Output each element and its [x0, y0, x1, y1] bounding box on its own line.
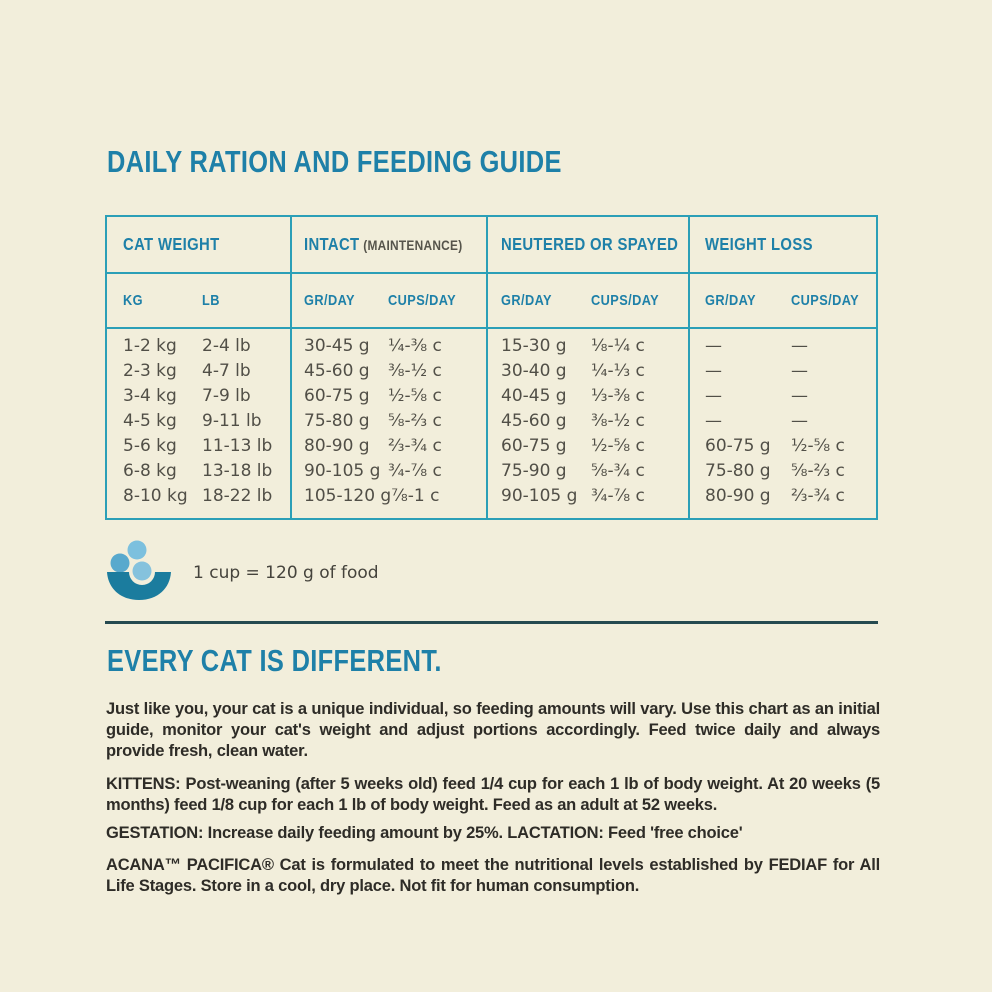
cell-lb: 7-9 lb: [202, 386, 251, 406]
cell-cups: ⅞-1 c: [391, 486, 440, 506]
intro-paragraph: Just like you, your cat is a unique individual, so feeding amounts will vary. Use this chart as an initial guide, monitor your cat's weight and adjust portions accordingly. Feed twice daily and always provide fresh, clean water.: [106, 699, 880, 760]
table-row: [123, 359, 290, 384]
table-row: [123, 409, 290, 434]
table-row: [705, 434, 876, 459]
section-divider: [105, 621, 878, 624]
cell-grams: 60-75 g: [304, 386, 370, 406]
cell-grams: 105-120 g: [304, 486, 392, 506]
column-header: [488, 217, 688, 274]
column-subheader: [107, 274, 290, 329]
table-row: [304, 459, 486, 484]
subheader-gr-day: GR/DAY: [705, 292, 756, 309]
column-title: INTACT: [304, 234, 360, 254]
column-body: [292, 329, 486, 509]
table-row: [501, 434, 688, 459]
cell-grams: 30-40 g: [501, 361, 567, 381]
kittens-paragraph: KITTENS: Post-weaning (after 5 weeks old) feed 1/4 cup for each 1 lb of body weight. At 20 weeks (5 months) feed 1/8 cup for each 1 lb of body weight. Feed as an adult at 52 weeks.: [106, 774, 880, 814]
table-row: [501, 384, 688, 409]
cell-grams: 45-60 g: [501, 411, 567, 431]
food-bowl-icon: [106, 540, 172, 604]
column-header: [107, 217, 290, 274]
cell-cups: —: [791, 336, 808, 356]
column-title: NEUTERED OR SPAYED: [501, 234, 679, 254]
cell-cups: ¾-⅞ c: [388, 461, 442, 481]
feeding-table: [105, 215, 878, 520]
table-row: [501, 334, 688, 359]
column-header: [292, 217, 486, 274]
table-row: [304, 384, 486, 409]
cell-grams: 40-45 g: [501, 386, 567, 406]
table-row: [123, 334, 290, 359]
cell-cups: —: [791, 411, 808, 431]
cell-cups: ⅝-⅔ c: [388, 411, 442, 431]
column-subheader: [488, 274, 688, 329]
table-row: [123, 384, 290, 409]
cell-kg: 1-2 kg: [123, 336, 177, 356]
cell-grams: 45-60 g: [304, 361, 370, 381]
cell-cups: ½-⅝ c: [791, 436, 845, 456]
cup-equivalence-note: 1 cup = 120 g of food: [193, 563, 379, 583]
table-row: [705, 409, 876, 434]
column-title-suffix: (MAINTENANCE): [363, 237, 463, 253]
table-row: [705, 384, 876, 409]
cell-kg: 8-10 kg: [123, 486, 188, 506]
subheader-gr-day: GR/DAY: [304, 292, 355, 309]
cell-grams: 75-90 g: [501, 461, 567, 481]
table-row: [705, 334, 876, 359]
cell-cups: ¼-⅓ c: [591, 361, 645, 381]
column-title: WEIGHT LOSS: [705, 234, 813, 254]
table-column-cat-weight: [107, 217, 290, 518]
cell-lb: 18-22 lb: [202, 486, 273, 506]
cell-grams: —: [705, 336, 722, 356]
cell-grams: 75-80 g: [705, 461, 771, 481]
column-body: [107, 329, 290, 509]
subheader-lb: LB: [202, 292, 220, 309]
table-row: [304, 334, 486, 359]
cell-cups: ½-⅝ c: [388, 386, 442, 406]
cell-lb: 2-4 lb: [202, 336, 251, 356]
cell-grams: —: [705, 411, 722, 431]
cell-cups: ⅜-½ c: [591, 411, 645, 431]
table-row: [123, 484, 290, 509]
table-row: [501, 459, 688, 484]
table-row: [123, 459, 290, 484]
table-column-weight-loss: [688, 217, 876, 518]
cell-kg: 4-5 kg: [123, 411, 177, 431]
table-column-neutered: [486, 217, 688, 518]
column-subheader: [690, 274, 876, 329]
column-body: [488, 329, 688, 509]
subheader-cups-day: CUPS/DAY: [591, 292, 660, 309]
cell-grams: 60-75 g: [705, 436, 771, 456]
cell-cups: ⅔-¾ c: [791, 486, 845, 506]
table-row: [304, 484, 486, 509]
cell-cups: ⅓-⅜ c: [591, 386, 645, 406]
column-header: [690, 217, 876, 274]
cell-kg: 5-6 kg: [123, 436, 177, 456]
cell-cups: ⅜-½ c: [388, 361, 442, 381]
gestation-paragraph: GESTATION: Increase daily feeding amount by 25%. LACTATION: Feed 'free choice': [106, 823, 743, 842]
cell-cups: —: [791, 386, 808, 406]
column-title: CAT WEIGHT: [123, 234, 220, 254]
table-row: [304, 359, 486, 384]
cell-cups: ¾-⅞ c: [591, 486, 645, 506]
table-row: [123, 434, 290, 459]
cell-grams: 30-45 g: [304, 336, 370, 356]
column-body: [690, 329, 876, 509]
cell-cups: ⅔-¾ c: [388, 436, 442, 456]
cell-grams: 80-90 g: [705, 486, 771, 506]
subheader-cups-day: CUPS/DAY: [388, 292, 457, 309]
cell-cups: ⅛-¼ c: [591, 336, 645, 356]
section-heading: EVERY CAT IS DIFFERENT.: [107, 643, 442, 678]
cell-cups: ⅝-⅔ c: [791, 461, 845, 481]
storage-paragraph: ACANA™ PACIFICA® Cat is formulated to meet the nutritional levels established by FEDIAF for All Life Stages. Store in a cool, dry place. Not fit for human consumption.: [106, 855, 880, 895]
cell-lb: 9-11 lb: [202, 411, 262, 431]
cell-cups: ¼-⅜ c: [388, 336, 442, 356]
subheader-kg: KG: [123, 292, 143, 309]
cell-grams: 60-75 g: [501, 436, 567, 456]
table-row: [304, 434, 486, 459]
subheader-cups-day: CUPS/DAY: [791, 292, 860, 309]
cell-kg: 2-3 kg: [123, 361, 177, 381]
table-column-intact: [290, 217, 486, 518]
subheader-gr-day: GR/DAY: [501, 292, 552, 309]
cell-grams: 15-30 g: [501, 336, 567, 356]
table-row: [501, 409, 688, 434]
cell-cups: —: [791, 361, 808, 381]
table-row: [501, 359, 688, 384]
column-subheader: [292, 274, 486, 329]
cell-grams: 75-80 g: [304, 411, 370, 431]
table-row: [705, 459, 876, 484]
cell-grams: 90-105 g: [501, 486, 578, 506]
cell-grams: 80-90 g: [304, 436, 370, 456]
cell-grams: —: [705, 361, 722, 381]
cell-grams: 90-105 g: [304, 461, 381, 481]
cell-cups: ½-⅝ c: [591, 436, 645, 456]
cell-lb: 11-13 lb: [202, 436, 273, 456]
cell-cups: ⅝-¾ c: [591, 461, 645, 481]
cell-lb: 13-18 lb: [202, 461, 273, 481]
table-row: [501, 484, 688, 509]
table-row: [304, 409, 486, 434]
cell-grams: —: [705, 386, 722, 406]
cell-kg: 6-8 kg: [123, 461, 177, 481]
table-row: [705, 359, 876, 384]
table-row: [705, 484, 876, 509]
cell-lb: 4-7 lb: [202, 361, 251, 381]
page-title: DAILY RATION AND FEEDING GUIDE: [107, 144, 562, 179]
cell-kg: 3-4 kg: [123, 386, 177, 406]
